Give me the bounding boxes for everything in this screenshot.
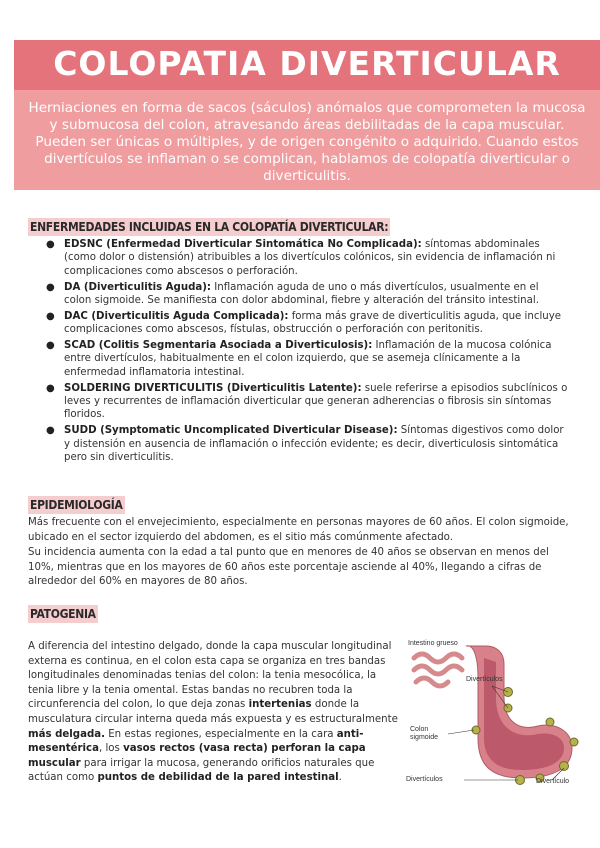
text-run: donde la musculatura circular interna queda más expuesta y es estructuralmente (28, 699, 398, 725)
epidemiology-paragraph-1: Más frecuente con el envejecimiento, especialmente en personas mayores de 60 años. El colon sigmoide, ubicado en el sector izquierdo del abdomen, es el sitio más comúnmente afectado. (28, 517, 569, 543)
item-desc: forma más grave de diverticulitis aguda, que incluye complicaciones como abscesos, fístulas, obstrucción o perforación con peritonitis. (64, 310, 562, 336)
pathogenesis-heading: PATOGENIA (30, 607, 96, 621)
label-diverticula-top: Divertículos (466, 676, 503, 683)
text-run: . (338, 772, 342, 784)
list-item (40, 382, 568, 422)
label-diverticula-bottom: Divertículos (406, 776, 443, 783)
text-run: A diferencia del intestino delgado, donde la capa muscular longitudinal externa es continua, en el colon esta capa se organiza en tres bandas longitudinales denominadas tenias del colon: la tenia mesocólica, la tenia libre y la tenia omental. Estas bandas no recubren toda la circunferencia del colon, lo que deja zonas (28, 641, 392, 711)
label-sigmoid-colon: Colon sigmoide (410, 726, 439, 741)
pathogenesis-paragraph (28, 640, 400, 786)
small-intestine-shape (414, 654, 462, 686)
list-item (40, 339, 568, 379)
item-desc: suele referirse a episodios subclínicos o leves y recurrentes de inflamación diverticular que generan adherencias o fibrosis sin síntomas floridos. (64, 382, 568, 421)
page-title: COLOPATIA DIVERTICULAR (53, 44, 561, 83)
text-run: En estas regiones, especialmente en la cara (105, 728, 337, 740)
bullet-icon: ● (46, 425, 55, 437)
bold-run: anti-mesentérica (28, 728, 364, 755)
list-item (40, 310, 568, 337)
text-run: , los (98, 743, 124, 755)
header-banner (14, 40, 600, 190)
label-small-intestine: Intestino grueso (408, 640, 458, 647)
item-term: DA (Diverticulitis Aguda): (64, 281, 212, 293)
list-item (40, 424, 568, 464)
item-desc: síntomas abdominales (como dolor o distensión) atribuibles a los divertículos colónicos, sin evidencia de inflamación ni complicaciones como abscesos o perforación. (64, 239, 556, 277)
epidemiology-paragraph-2: Su incidencia aumenta con la edad a tal punto que en menores de 40 años se observan en menos del 10%, mientras que en los mayores de 60 años este porcentaje asciende al 40%, llegando a cifras de alrededor del 60% en mayores de 80 años. (28, 547, 549, 588)
label-diverticulum: Divertículo (536, 778, 570, 785)
item-desc: Síntomas digestivos como dolor y distensión en ausencia de inflamación o infección evidente; es decir, diverticulosis sintomática pero sin diverticulitis. (64, 425, 564, 464)
item-term: DAC (Diverticulitis Aguda Complicada): (64, 310, 289, 322)
bullet-icon: ● (46, 310, 55, 322)
intro-paragraph: Herniaciones en forma de sacos (sáculos) anómalos que comprometen la mucosa y submucosa del colon, atravesando áreas debilitadas de la capa muscular. Pueden ser únicas o múltiples, y de origen congénito o adquirido. Cuando estos divertículos se inflaman o se complican, hablamos de colopatía diverticular o diverticulitis. (28, 100, 586, 184)
bullet-icon: ● (46, 239, 55, 250)
item-desc: Inflamación aguda de uno o más divertículos, usualmente en el colon sigmoide. Se manifiesta con dolor abdominal, fiebre y alteración del tránsito intestinal. (64, 281, 539, 307)
bold-run: vasos rectos (vasa recta) perforan la capa muscular (28, 743, 366, 769)
bullet-icon: ● (46, 281, 55, 293)
colon-diagram (404, 638, 582, 790)
item-term: SUDD (Symptomatic Uncomplicated Diverticular Disease): (64, 425, 398, 437)
list-item (40, 238, 568, 278)
colon-inner-shape (484, 658, 564, 770)
list-item (40, 281, 568, 308)
bullet-icon: ● (46, 382, 55, 394)
item-term: SCAD (Colitis Segmentaria Asociada a Diverticulosis): (64, 340, 373, 352)
text-run: para irrigar la mucosa, generando orificios naturales que actúan como (28, 757, 375, 784)
colon-illustration (404, 638, 582, 790)
bold-run: más delgada. (28, 728, 105, 740)
epidemiology-heading: EPIDEMIOLOGÍA (30, 498, 123, 512)
diseases-heading: ENFERMEDADES INCLUIDAS EN LA COLOPATÍA DIVERTICULAR: (30, 220, 389, 234)
item-term: EDSNC (Enfermedad Diverticular Sintomática No Complicada): (64, 239, 422, 250)
item-term: SOLDERING DIVERTICULITIS (Diverticulitis Latente): (64, 382, 362, 394)
disease-list (40, 238, 568, 467)
bold-run: intertenias (248, 699, 312, 711)
bullet-icon: ● (46, 340, 55, 352)
bold-run: puntos de debilidad de la pared intestinal (97, 772, 339, 784)
item-desc: Inflamación de la mucosa colónica entre divertículos, habitualmente en el colon izquierdo, que se asemeja clínicamente a la enfermedad inflamatoria intestinal. (64, 340, 552, 378)
